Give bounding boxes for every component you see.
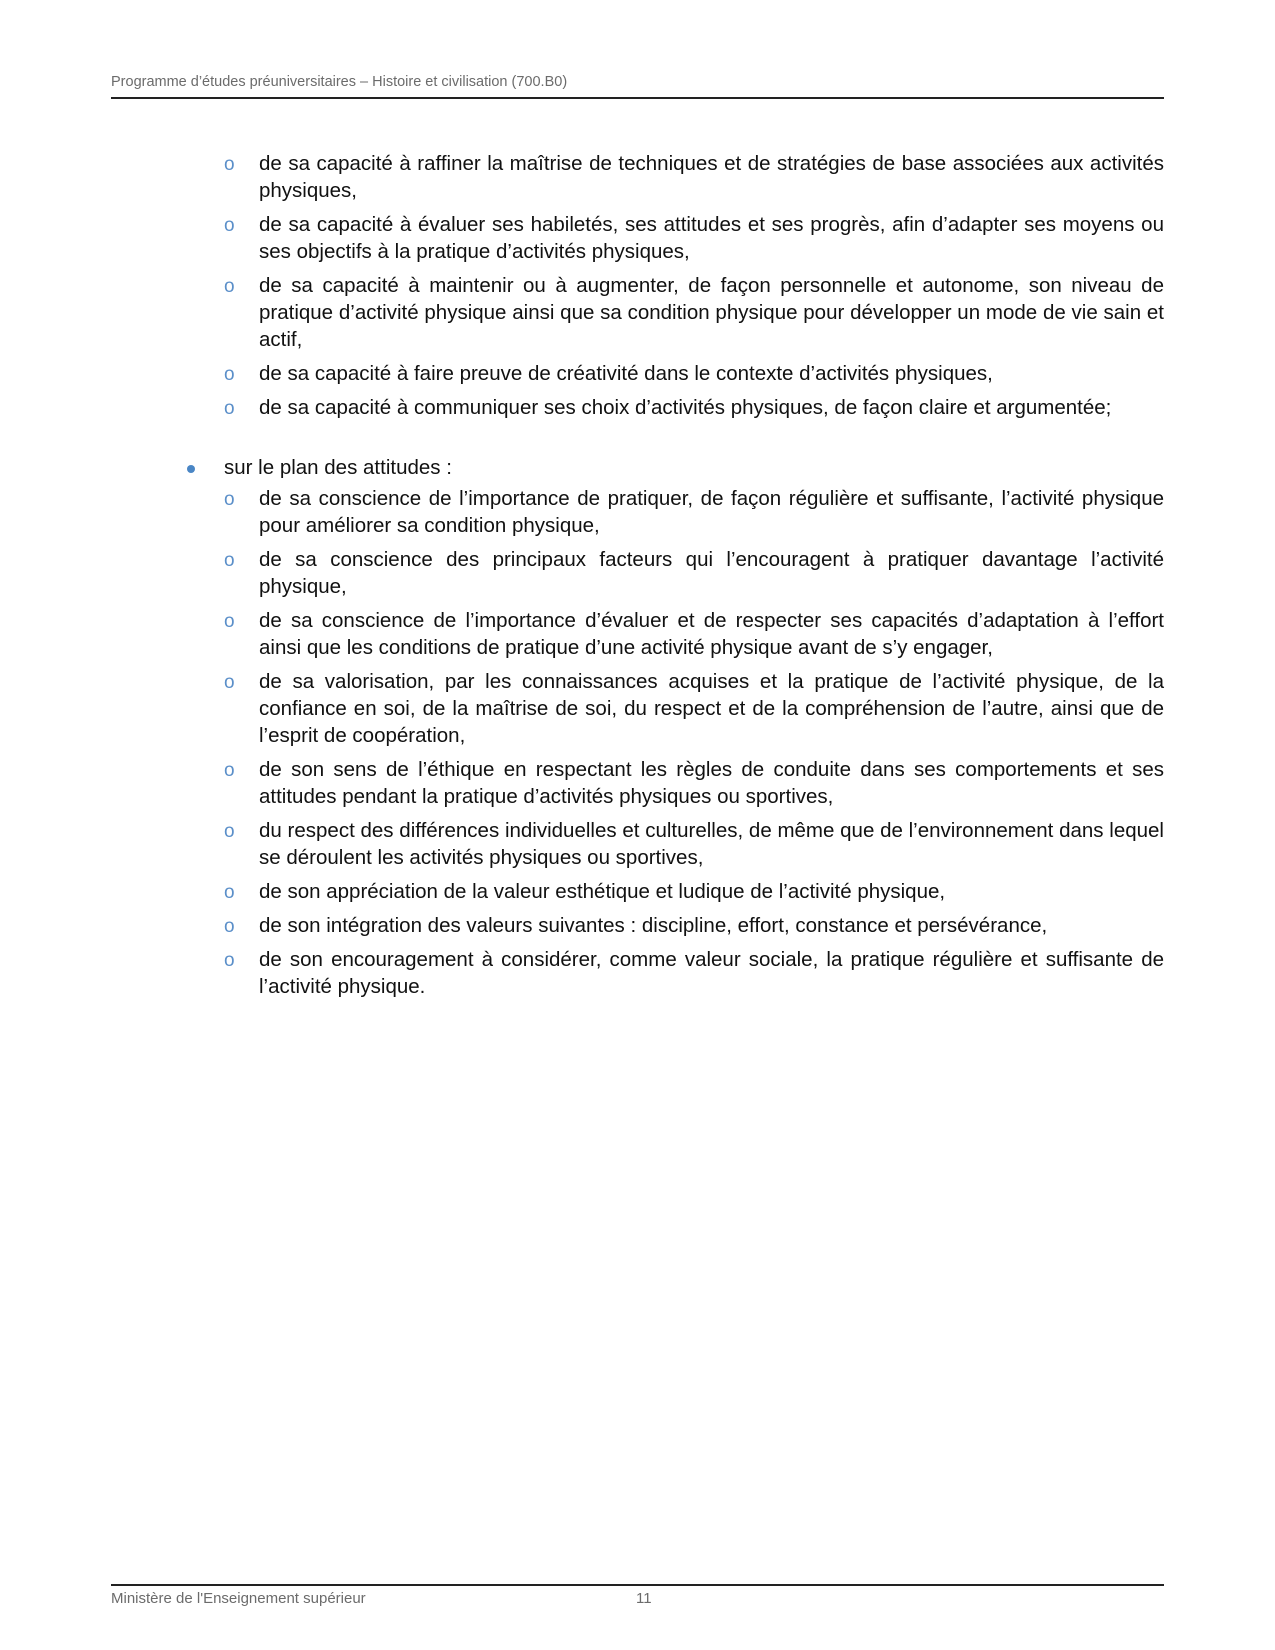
list-item-text: de son sens de l’éthique en respectant les règles de conduite dans ses comportements et ses attitudes pendant la pratique d’activités physiques ou sportives, [259, 758, 1164, 808]
attitudes-section-heading [111, 454, 1164, 481]
list-item-text: de sa capacité à raffiner la maîtrise de techniques et de stratégies de base associées aux activités physiques, [259, 152, 1164, 202]
circle-bullet-icon: o [224, 215, 235, 236]
circle-bullet-icon: o [224, 550, 235, 571]
footer-ministry: Ministère de l'Enseignement supérieur [111, 1590, 366, 1607]
list-item [111, 394, 1164, 421]
list-item-text: de sa capacité à communiquer ses choix d’activités physiques, de façon claire et argumentée; [259, 396, 1112, 419]
circle-bullet-icon: o [224, 611, 235, 632]
header-title: Programme d’études préuniversitaires – Histoire et civilisation (700.B0) [111, 74, 568, 90]
list-item [111, 485, 1164, 539]
list-item-text: de son encouragement à considérer, comme valeur sociale, la pratique régulière et suffisante de l’activité physique. [259, 948, 1164, 998]
list-item-text: de sa conscience des principaux facteurs qui l’encouragent à pratiquer davantage l’activité physique, [259, 548, 1164, 598]
list-item [111, 878, 1164, 905]
list-item [111, 912, 1164, 939]
circle-bullet-icon: o [224, 882, 235, 903]
page-footer [111, 1584, 1164, 1616]
circle-bullet-icon: o [224, 398, 235, 419]
list-item [111, 817, 1164, 871]
skills-sublist [111, 150, 1164, 421]
circle-bullet-icon: o [224, 489, 235, 510]
circle-bullet-icon: o [224, 276, 235, 297]
list-item [111, 150, 1164, 204]
circle-bullet-icon: o [224, 364, 235, 385]
circle-bullet-icon: o [224, 950, 235, 971]
list-item-text: de sa conscience de l’importance de pratiquer, de façon régulière et suffisante, l’activité physique pour améliorer sa condition physique, [259, 487, 1164, 537]
list-item-text: du respect des différences individuelles et culturelles, de même que de l’environnement dans lequel se déroulent les activités physiques ou sportives, [259, 819, 1164, 869]
document-body [111, 150, 1164, 1007]
section-label: sur le plan des attitudes : [224, 456, 452, 479]
dot-bullet-icon [187, 465, 195, 473]
list-item-text: de son appréciation de la valeur esthétique et ludique de l’activité physique, [259, 880, 946, 903]
list-item [111, 946, 1164, 1000]
list-item [111, 668, 1164, 749]
list-item [111, 607, 1164, 661]
list-item [111, 756, 1164, 810]
circle-bullet-icon: o [224, 760, 235, 781]
list-item [111, 360, 1164, 387]
list-item [111, 211, 1164, 265]
list-item-text: de sa capacité à faire preuve de créativité dans le contexte d’activités physiques, [259, 362, 993, 385]
circle-bullet-icon: o [224, 672, 235, 693]
list-item [111, 546, 1164, 600]
circle-bullet-icon: o [224, 154, 235, 175]
circle-bullet-icon: o [224, 821, 235, 842]
page-header [111, 73, 1164, 99]
attitudes-sublist [111, 485, 1164, 1000]
circle-bullet-icon: o [224, 916, 235, 937]
page-number: 11 [636, 1590, 652, 1607]
list-item-text: de sa capacité à maintenir ou à augmenter, de façon personnelle et autonome, son niveau de pratique d’activité physique ainsi que sa condition physique pour développer un mode de vie sain et actif, [259, 274, 1164, 351]
list-item [111, 272, 1164, 353]
list-item-text: de sa capacité à évaluer ses habiletés, ses attitudes et ses progrès, afin d’adapter ses moyens ou ses objectifs à la pratique d’activités physiques, [259, 213, 1164, 263]
list-item-text: de son intégration des valeurs suivantes : discipline, effort, constance et persévérance, [259, 914, 1048, 937]
list-item-text: de sa valorisation, par les connaissances acquises et la pratique de l’activité physique, de la confiance en soi, de la maîtrise de soi, du respect et de la compréhension de l’autre, ainsi que de l’esprit de coopération, [259, 670, 1164, 747]
list-item-text: de sa conscience de l’importance d’évaluer et de respecter ses capacités d’adaptation à l’effort ainsi que les conditions de pratique d’une activité physique avant de s’y engager, [259, 609, 1164, 659]
